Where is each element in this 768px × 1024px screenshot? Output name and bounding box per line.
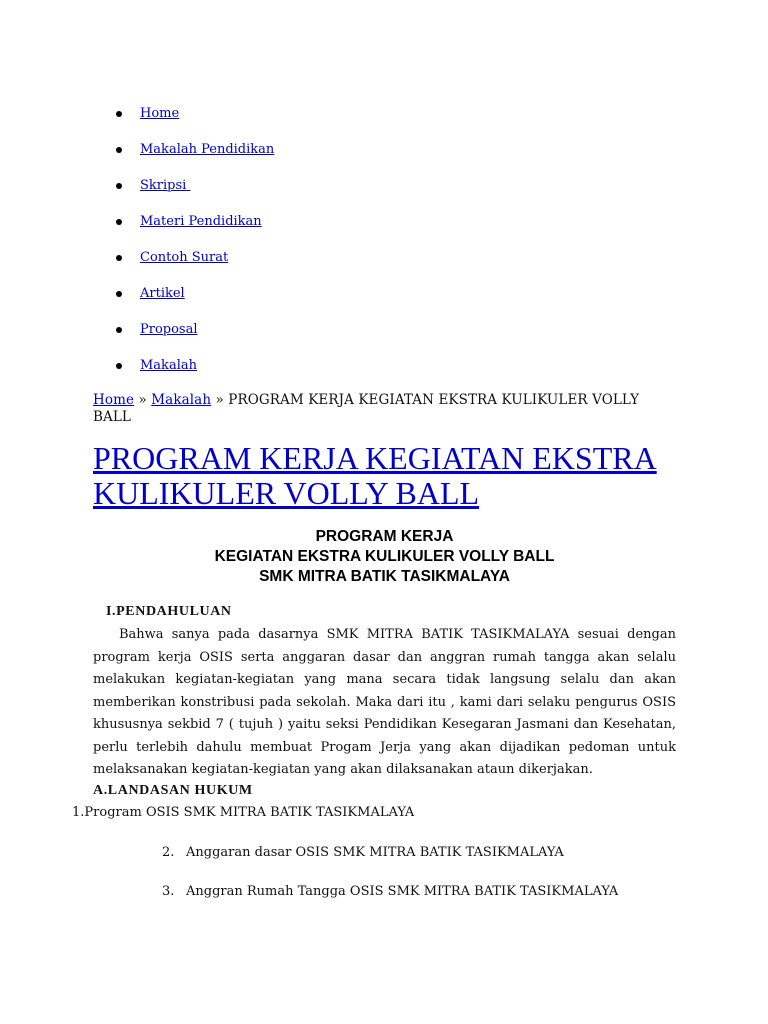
nav-item-contoh-surat — [0, 247, 768, 283]
bullet-icon — [116, 111, 122, 117]
nav-link-makalah[interactable]: Makalah — [140, 358, 197, 373]
nav-item-home — [0, 103, 768, 139]
legal-basis-item-2 — [162, 844, 564, 862]
legal-basis-item-3 — [162, 883, 618, 901]
nav-link-contoh-surat[interactable]: Contoh Surat — [140, 250, 229, 265]
bullet-icon — [116, 147, 122, 153]
document-heading-line-2: KEGIATAN EKSTRA KULIKULER VOLLY BALL — [214, 548, 555, 565]
list-item-text: Anggran Rumah Tangga OSIS SMK MITRA BATIK TASIKMALAYA — [186, 884, 619, 899]
page-title[interactable]: PROGRAM KERJA KEGIATAN EKSTRA KULIKULER VOLLY BALL — [93, 440, 657, 511]
main-nav — [0, 103, 768, 391]
nav-link-artikel[interactable]: Artikel — [140, 286, 185, 301]
document-heading-line-3: SMK MITRA BATIK TASIKMALAYA — [259, 568, 510, 585]
nav-link-materi-pendidikan[interactable]: Materi Pendidikan — [140, 214, 262, 229]
breadcrumb — [93, 392, 653, 426]
nav-link-skripsi[interactable]: Skripsi — [140, 178, 191, 193]
document-heading-line-1: PROGRAM KERJA — [315, 528, 454, 545]
breadcrumb-separator: » — [134, 392, 152, 408]
bullet-icon — [116, 291, 122, 297]
bullet-icon — [116, 183, 122, 189]
section-heading-landasan-hukum: A.LANDASAN HUKUM — [93, 783, 253, 798]
nav-item-makalah-pendidikan — [0, 139, 768, 175]
nav-link-proposal[interactable]: Proposal — [140, 322, 198, 337]
nav-item-proposal — [0, 319, 768, 355]
bullet-icon — [116, 219, 122, 225]
bullet-icon — [116, 363, 122, 369]
section-heading-pendahuluan: I.PENDAHULUAN — [106, 604, 232, 619]
breadcrumb-separator: » — [211, 392, 229, 408]
list-item-text: Anggaran dasar OSIS SMK MITRA BATIK TASIKMALAYA — [186, 845, 564, 860]
bullet-icon — [116, 327, 122, 333]
nav-item-artikel — [0, 283, 768, 319]
breadcrumb-current: PROGRAM KERJA KEGIATAN EKSTRA KULIKULER VOLLY BALL — [93, 392, 640, 425]
nav-item-skripsi — [0, 175, 768, 211]
list-number: 2. — [162, 845, 175, 860]
document-heading — [93, 527, 676, 587]
nav-link-home[interactable]: Home — [140, 106, 180, 121]
breadcrumb-home-link[interactable]: Home — [93, 392, 135, 408]
nav-link-makalah-pendidikan[interactable]: Makalah Pendidikan — [140, 142, 275, 157]
list-number: 3. — [162, 884, 175, 899]
nav-item-materi-pendidikan — [0, 211, 768, 247]
breadcrumb-makalah-link[interactable]: Makalah — [151, 392, 212, 408]
nav-item-makalah — [0, 355, 768, 391]
bullet-icon — [116, 255, 122, 261]
intro-paragraph: Bahwa sanya pada dasarnya SMK MITRA BATIK TASIKMALAYA sesuai dengan program kerja OSIS serta anggaran dasar dan anggran rumah tangga akan selalu melakukan kegiatan-kegiatan yang mana secara tidak langsung selalu dan akan memberikan konstribusi pada sekolah. Maka dari itu , kami dari selaku pengurus OSIS khususnya sekbid 7 ( tujuh ) yaitu seksi Pendidikan Kesegaran Jasmani dan Kesehatan, perlu terlebih dahulu membuat Progam Jerja yang akan dijadikan pedoman untuk melaksanakan kegiatan-kegiatan yang akan dilaksanakan ataun dikerjakan. — [93, 627, 676, 777]
legal-basis-item-1: 1.Program OSIS SMK MITRA BATIK TASIKMALAYA — [72, 805, 415, 820]
